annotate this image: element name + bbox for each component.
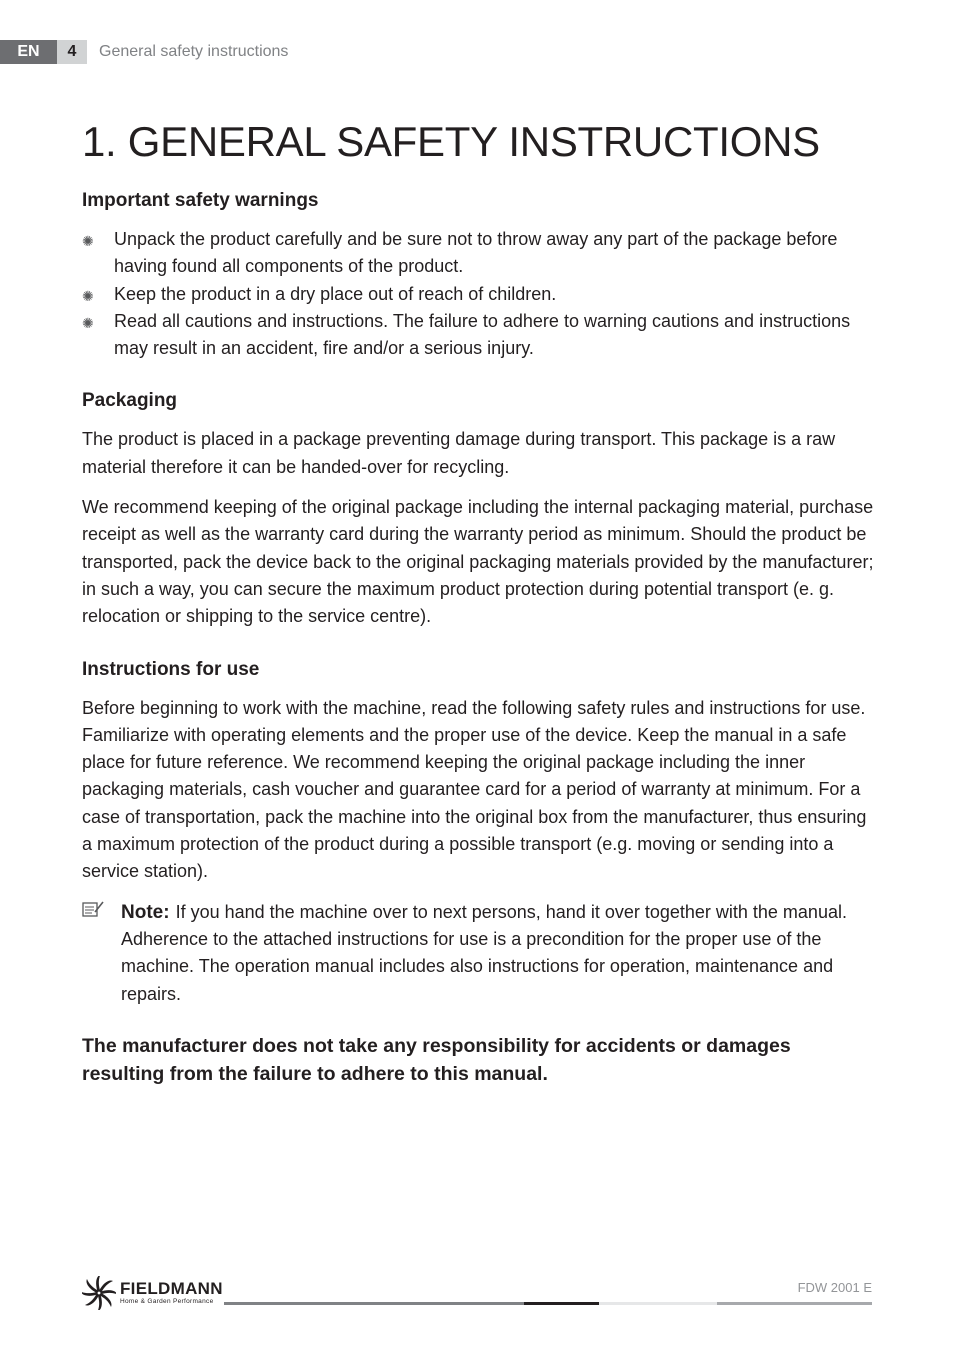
- note-text: If you hand the machine over to next persons, hand it over together with the manual. Adherence to the attached instructions for use is a precondition for the proper use of the machine. The operation manual includes also instructions for operation, maintenance and repairs.: [121, 901, 847, 1004]
- note-block: [82, 899, 874, 1008]
- list-item: ✺ Unpack the product carefully and be sure not to throw away any part of the package before having found all components of the product.: [82, 229, 838, 277]
- language-badge: EN: [0, 40, 57, 64]
- page-header: [0, 40, 288, 64]
- brand-name: FIELDMANN: [120, 1279, 223, 1298]
- list-item: ✺ Keep the product in a dry place out of reach of children.: [82, 281, 874, 308]
- gear-bullet-icon: ✺: [82, 233, 94, 249]
- packaging-heading: Packaging: [82, 390, 178, 412]
- footer-rule: [224, 1302, 872, 1305]
- instructions-paragraph: Before beginning to work with the machine, read the following safety rules and instructions for use. Familiarize with operating elements and the proper use of the device. Keep the manual in a safe place for future reference. We recommend keeping the original package including the inner packaging materials, cash voucher and guarantee card for a period of warranty at minimum. For a case of transportation, pack the machine into the original box from the manufacturer, thus ensuring a maximum protection of the product during a possible transport (e.g. moving or sending into a service station).: [82, 697, 867, 882]
- warnings-heading: Important safety warnings: [82, 190, 319, 211]
- page-number: 4: [57, 40, 87, 64]
- footer-rule-segment: [224, 1302, 524, 1305]
- fieldmann-swirl-logo-icon: [82, 1276, 116, 1310]
- warnings-list: [82, 226, 874, 362]
- running-section-title: General safety instructions: [99, 43, 289, 60]
- instructions-heading: Instructions for use: [82, 658, 260, 680]
- main-content: [82, 190, 874, 1088]
- packaging-paragraph: The product is placed in a package preventing damage during transport. This package is a raw material therefore it can be handed-over for recycling.: [82, 429, 836, 477]
- model-number: FDW 2001 E: [797, 1280, 872, 1295]
- brand-tagline: Home & Garden Performance: [120, 1298, 214, 1305]
- gear-bullet-icon: ✺: [82, 314, 94, 331]
- footer-rule-segment: [524, 1302, 599, 1305]
- page-title: 1. GENERAL SAFETY INSTRUCTIONS: [82, 118, 820, 165]
- notepad-icon: [82, 899, 104, 926]
- brand-logo: [82, 1276, 223, 1310]
- list-item: ✺ Read all cautions and instructions. The failure to adhere to warning cautions and instructions may result in an accident, fire and/or a serious injury.: [82, 310, 851, 359]
- page-footer: [82, 1276, 872, 1316]
- gear-bullet-icon: ✺: [82, 287, 94, 304]
- footer-rule-segment: [717, 1302, 872, 1305]
- note-label: Note:: [121, 901, 170, 923]
- footer-rule-segment: [599, 1302, 717, 1305]
- disclaimer: The manufacturer does not take any responsibility for accidents or damages resulting from the failure to adhere to this manual.: [82, 1034, 791, 1085]
- packaging-paragraph: We recommend keeping of the original package including the internal packaging material, purchase receipt as well as the warranty card during the warranty period as minimum. Should the product be transported, pack the device back to the original packaging materials provided by the manufacturer; in such a way, you can secure the maximum product protection during potential transport (e. g. relocation or shipping to the service centre).: [82, 497, 874, 627]
- notepad-icon-svg: [82, 900, 104, 918]
